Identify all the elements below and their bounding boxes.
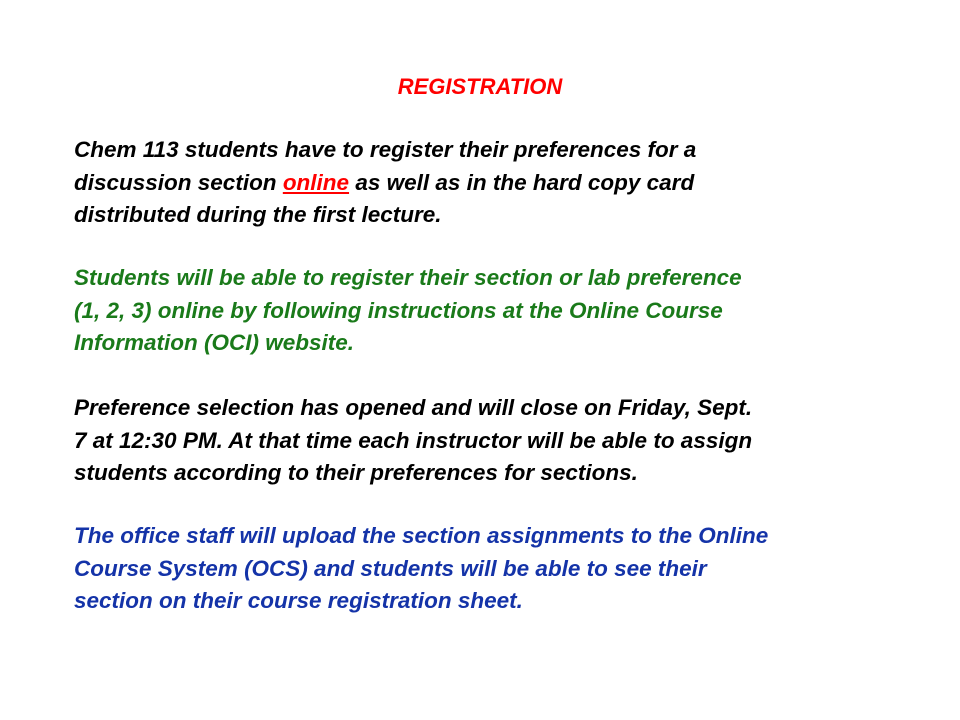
paragraph-line: Course System (OCS) and students will be able to see their — [74, 555, 707, 581]
paragraph-line — [74, 167, 904, 200]
paragraph-line: 7 at 12:30 PM. At that time each instructor will be able to assign — [74, 427, 753, 453]
paragraph-line: Students will be able to register their section or lab preference — [74, 265, 742, 290]
slide-title: REGISTRATION — [397, 74, 563, 99]
paragraph-text: discussion section — [74, 169, 283, 195]
paragraph-line: distributed during the first lecture. — [74, 202, 442, 227]
paragraph-line: section on their course registration sheet. — [74, 588, 523, 613]
paragraph-line: Chem 113 students have to register their preferences for a — [74, 137, 697, 162]
paragraph-line: The office staff will upload the section assignments to the Online — [74, 523, 769, 548]
paragraph-section-assignments — [74, 520, 904, 618]
paragraph-text: as well as in the hard copy card — [349, 169, 695, 195]
online-link[interactable]: online — [282, 169, 350, 195]
paragraph-registration-requirement — [74, 134, 904, 232]
paragraph-online-preference — [74, 262, 904, 360]
paragraph-selection-deadline — [74, 392, 904, 490]
paragraph-line: Information (OCI) website. — [74, 330, 355, 355]
paragraph-line: Preference selection has opened and will close on Friday, Sept. — [74, 395, 753, 420]
paragraph-line: students according to their preferences for sections. — [74, 460, 638, 485]
paragraph-line: (1, 2, 3) online by following instructions at the Online Course — [74, 297, 723, 323]
